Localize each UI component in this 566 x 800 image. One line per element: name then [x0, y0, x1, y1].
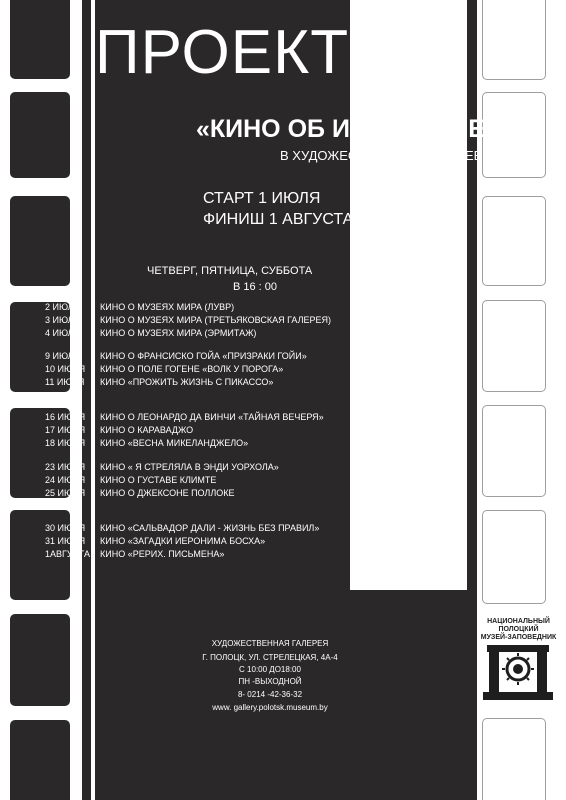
film-frame — [10, 0, 70, 79]
film-frame — [482, 300, 546, 392]
film-frame — [482, 405, 546, 497]
schedule-title: КИНО О ГУСТАВЕ КЛИМТЕ — [100, 475, 217, 485]
film-frame — [482, 718, 546, 800]
show-days: ЧЕТВЕРГ, ПЯТНИЦА, СУББОТА — [147, 265, 313, 277]
schedule-date: 11 ИЮЛЯ — [45, 377, 85, 387]
poster-title: ПРОЕКТ — [95, 18, 350, 87]
day-off: ПН -ВЫХОДНОЙ — [238, 677, 302, 686]
film-frame — [482, 196, 546, 286]
schedule-title: КИНО О КАРАВАДЖО — [100, 425, 194, 435]
white-area — [350, 0, 467, 590]
schedule-date: 24 ИЮЛЯ — [45, 475, 86, 485]
schedule-date: 1АВГУСТА — [45, 549, 91, 559]
schedule-date: 10 ИЮЛЯ — [45, 364, 86, 374]
website-link[interactable]: www. gallery.polotsk.museum.by — [212, 703, 328, 712]
opening-hours: С 10:00 ДО18:00 — [239, 665, 301, 674]
schedule-date: 18 ИЮЛЯ — [45, 438, 86, 448]
film-frame — [10, 614, 70, 706]
film-frame — [10, 92, 70, 178]
schedule-title: КИНО « Я СТРЕЛЯЛА В ЭНДИ УОРХОЛА» — [100, 462, 279, 472]
schedule-date: 4 ИЮЛЯ — [45, 328, 81, 338]
film-frame — [10, 720, 70, 800]
gallery-address: Г. ПОЛОЦК, УЛ. СТРЕЛЕЦКАЯ, 4А-4 — [202, 653, 338, 662]
film-frame — [10, 196, 70, 286]
schedule-date: 30 ИЮЛЯ — [45, 523, 86, 533]
film-frame — [482, 0, 546, 80]
schedule-title: КИНО «РЕРИХ. ПИСЬМЕНА» — [100, 549, 225, 559]
schedule-title: КИНО О МУЗЕЯХ МИРА (ТРЕТЬЯКОВСКАЯ ГАЛЕРЕЯ) — [100, 315, 332, 325]
logo-line-3: МУЗЕЙ-ЗАПОВЕДНИК — [480, 634, 557, 641]
schedule-date: 9 ИЮЛЯ — [45, 351, 81, 361]
poster-subtitle: «КИНО ОБ ИСКУССТВЕ» — [196, 115, 499, 143]
phone-number: 8- 0214 -42-36-32 — [237, 690, 303, 699]
schedule-title: КИНО О ДЖЕКСОНЕ ПОЛЛОКЕ — [100, 488, 235, 498]
left-strip-edge — [82, 0, 91, 800]
start-date: СТАРТ 1 ИЮЛЯ — [203, 190, 321, 207]
show-time: В 16 : 00 — [233, 281, 278, 293]
schedule-title: КИНО О ЛЕОНАРДО ДА ВИНЧИ «ТАЙНАЯ ВЕЧЕРЯ» — [100, 412, 324, 422]
schedule-title: КИНО «ПРОЖИТЬ ЖИЗНЬ С ПИКАССО» — [100, 377, 274, 387]
schedule-date: 25 ИЮЛЯ — [45, 488, 86, 498]
schedule-title: КИНО О ПОЛЕ ГОГЕНЕ «ВОЛК У ПОРОГА» — [100, 364, 284, 374]
poster-subtitle-venue: В ХУДОЖЕСТВЕННОЙ ГАЛЕРЕЕ — [280, 148, 483, 163]
schedule-date: 23 ИЮЛЯ — [45, 462, 86, 472]
schedule-title: КИНО О МУЗЕЯХ МИРА (ЛУВР) — [100, 302, 235, 312]
left-film-strip — [0, 0, 82, 800]
schedule-date: 31 ИЮЛЯ — [45, 536, 86, 546]
logo-line-2: ПОЛОЦКИЙ — [498, 626, 539, 633]
finish-date: ФИНИШ 1 АВГУСТА — [203, 211, 354, 228]
schedule-title: КИНО «САЛЬВАДОР ДАЛИ - ЖИЗНЬ БЕЗ ПРАВИЛ» — [100, 523, 320, 533]
museum-logo — [477, 605, 560, 705]
schedule-title: КИНО О МУЗЕЯХ МИРА (ЭРМИТАЖ) — [100, 328, 257, 338]
schedule-title: КИНО «ЗАГАДКИ ИЕРОНИМА БОСХА» — [100, 536, 266, 546]
schedule-title: КИНО «ВЕСНА МИКЕЛАНДЖЕЛО» — [100, 438, 249, 448]
gallery-name: ХУДОЖЕСТВЕННАЯ ГАЛЕРЕЯ — [211, 639, 329, 648]
logo-line-1: НАЦИОНАЛЬНЫЙ — [487, 618, 550, 625]
schedule-date: 17 ИЮЛЯ — [45, 425, 86, 435]
schedule-date: 3 ИЮЛЯ — [45, 315, 81, 325]
schedule-date: 16 ИЮЛЯ — [45, 412, 86, 422]
schedule-date: 2 ИЮЛЯ — [45, 302, 81, 312]
schedule-title: КИНО О ФРАНСИСКО ГОЙА «ПРИЗРАКИ ГОЙИ» — [100, 351, 307, 361]
museum-emblem-icon — [483, 645, 553, 703]
film-frame — [482, 510, 546, 604]
